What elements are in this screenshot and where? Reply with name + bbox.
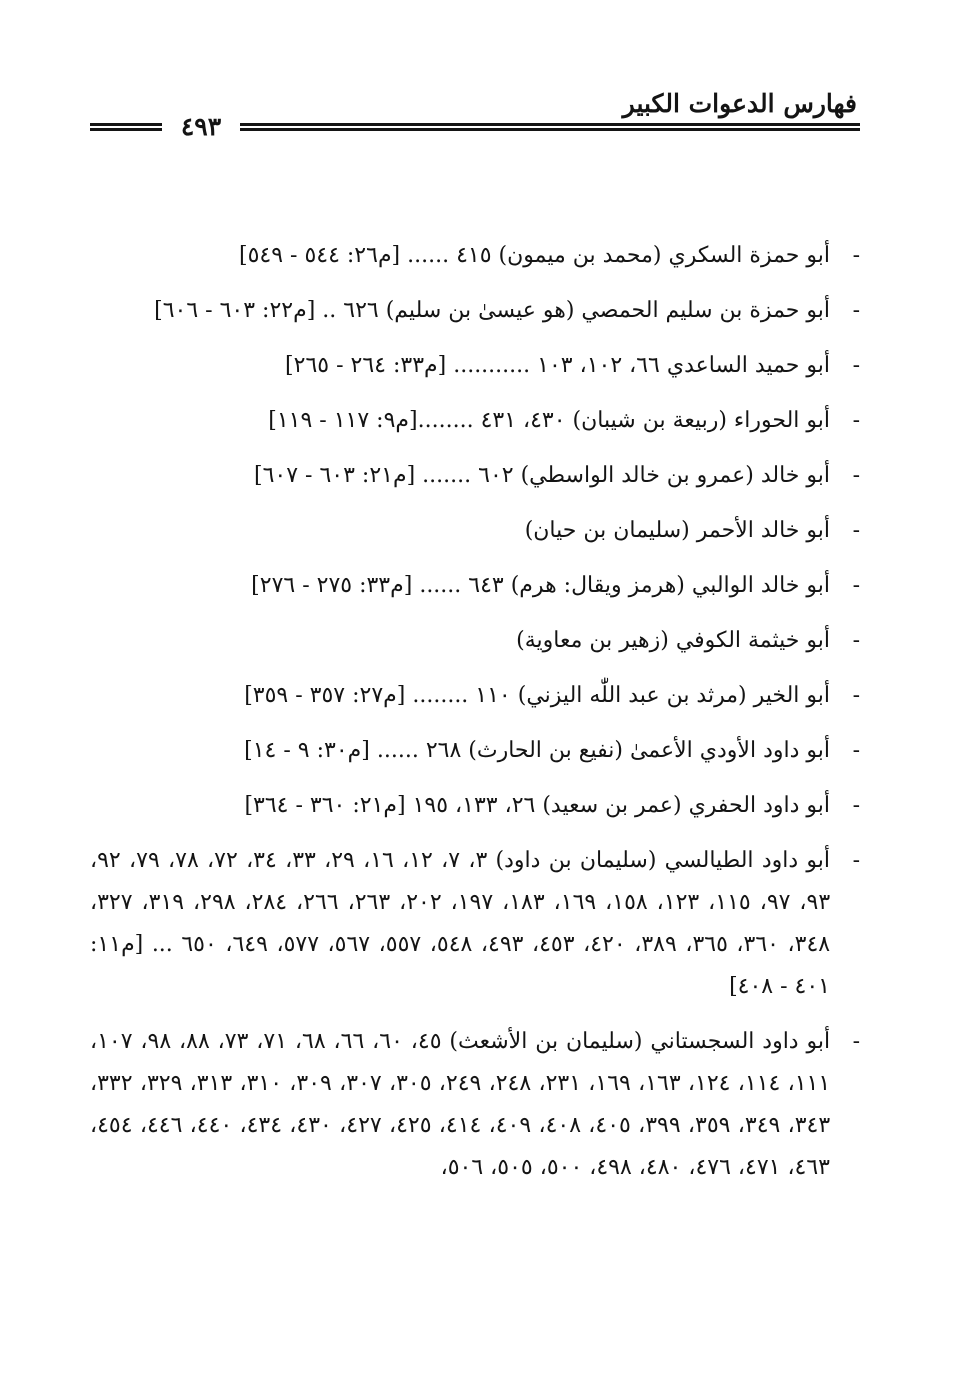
index-entry	[90, 1021, 860, 1189]
entry-dash: -	[852, 683, 860, 708]
index-entries	[90, 235, 860, 1202]
entry-dash: -	[852, 848, 860, 873]
entry-dash: -	[852, 243, 860, 268]
entry-dash: -	[852, 1029, 860, 1054]
entry-text: أبو الحوراء (ربيعة بن شيبان) ٤٣٠، ٤٣١ ........[م٩: ١١٧ - ١١٩]	[268, 408, 830, 433]
index-entry	[90, 840, 860, 1008]
entry-text: أبو الخير (مرثد بن عبد اللّٰه اليزني) ١١٠ ........ [م٢٧: ٣٥٧ - ٣٥٩]	[244, 683, 830, 708]
header-rule-short	[90, 123, 162, 131]
index-entry	[90, 290, 860, 332]
index-entry	[90, 675, 860, 717]
index-entry	[90, 455, 860, 497]
index-entry	[90, 510, 860, 552]
entry-text: أبو داود الحفري (عمر بن سعيد) ٢٦، ١٣٣، ١٩٥ [م٢١: ٣٦٠ - ٣٦٤]	[244, 793, 830, 818]
entry-text: أبو خالد الأحمر (سليمان بن حيان)	[524, 518, 830, 543]
entry-dash: -	[852, 628, 860, 653]
index-entry	[90, 785, 860, 827]
page-number: ٤٩٣	[180, 112, 222, 141]
entry-dash: -	[852, 353, 860, 378]
entry-text: أبو حميد الساعدي ٦٦، ١٠٢، ١٠٣ ........... [م٣٣: ٢٦٤ - ٢٦٥]	[285, 353, 830, 378]
index-entry	[90, 565, 860, 607]
entry-text: أبو خيثمة الكوفي (زهير بن معاوية)	[516, 628, 830, 653]
running-head-title: فهارس الدعوات الكبير	[622, 89, 857, 118]
entry-text: أبو داود الأودي الأعمىٰ (نفيع بن الحارث) ٢٦٨ ...... [م٣٠: ٩ - ١٤]	[244, 738, 830, 763]
entry-dash: -	[852, 518, 860, 543]
entry-dash: -	[852, 738, 860, 763]
entry-dash: -	[852, 408, 860, 433]
entry-text: أبو خالد (عمرو بن خالد الواسطي) ٦٠٢ ....... [م٢١: ٦٠٣ - ٦٠٧]	[254, 463, 830, 488]
entry-dash: -	[852, 463, 860, 488]
index-entry	[90, 620, 860, 662]
index-entry	[90, 345, 860, 387]
entry-text: أبو داود السجستاني (سليمان بن الأشعث) ٤٥، ٦٠، ٦٦، ٦٨، ٧١، ٧٣، ٨٨، ٩٨، ١٠٧، ١١١، ١١٤، ١٢٤، ١٦٣، ١٦٩، ٢٣١، ٢٤٨، ٢٤٩، ٣٠٥، ٣٠٧، ٣٠٩، ٣١٠، ٣١٣، ٣٢٩، ٣٣٢، ٣٤٣، ٣٤٩، ٣٥٩، ٣٩٩، ٤٠٥، ٤٠٨، ٤٠٩، ٤١٤، ٤٢٥، ٤٢٧، ٤٣٠، ٤٣٤، ٤٤٠، ٤٤٦، ٤٥٤، ٤٦٣، ٤٧١، ٤٧٦، ٤٨٠، ٤٩٨، ٥٠٠، ٥٠٥، ٥٠٦،	[90, 1029, 831, 1180]
entry-dash: -	[852, 573, 860, 598]
index-entry	[90, 730, 860, 772]
entry-text: أبو حمزة السكري (محمد بن ميمون) ٤١٥ ...... [م٢٦: ٥٤٤ - ٥٤٩]	[238, 243, 830, 268]
entry-text: أبو داود الطيالسي (سليمان بن داود) ٣، ٧، ١٢، ١٦، ٢٩، ٣٣، ٣٤، ٧٢، ٧٨، ٧٩، ٩٢، ٩٣، ٩٧، ١١٥، ١٢٣، ١٥٨، ١٦٩، ١٨٣، ١٩٧، ٢٠٢، ٢٦٣، ٢٦٦، ٢٨٤، ٢٩٨، ٣١٩، ٣٢٧، ٣٤٨، ٣٦٠، ٣٦٥، ٣٨٩، ٤٢٠، ٤٥٣، ٤٩٣، ٥٤٨، ٥٥٧، ٥٦٧، ٥٧٧، ٦٤٩، ٦٥٠ ... [م١١: ٤٠١ - ٤٠٨]	[90, 848, 831, 999]
index-entry	[90, 235, 860, 277]
entry-text: أبو حمزة بن سليم الحمصي (هو عيسىٰ بن سليم) ٦٢٦ .. [م٢٢: ٦٠٣ - ٦٠٦]	[154, 298, 830, 323]
entry-text: أبو خالد الوالبي (هرمز ويقال: هرم) ٦٤٣ ...... [م٣٣: ٢٧٥ - ٢٧٦]	[251, 573, 830, 598]
entry-dash: -	[852, 298, 860, 323]
index-entry	[90, 400, 860, 442]
header-rule	[240, 123, 860, 131]
entry-dash: -	[852, 793, 860, 818]
